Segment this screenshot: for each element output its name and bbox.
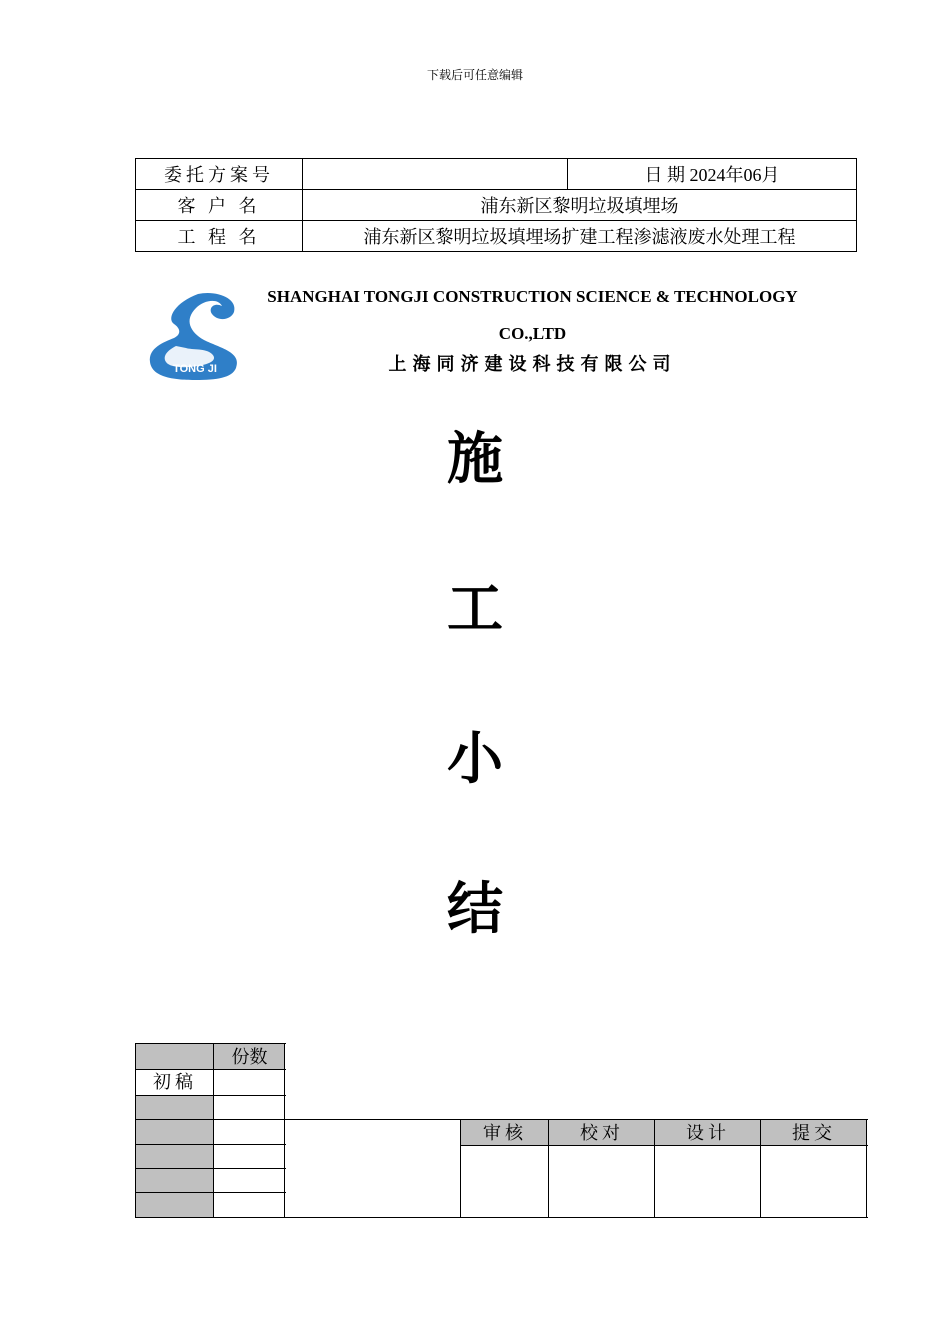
- info-label-client: 客 户 名: [136, 190, 303, 221]
- tongji-logo: [146, 288, 244, 380]
- info-value-project: 浦东新区黎明垃圾填埋场扩建工程渗滤液废水处理工程: [303, 221, 857, 252]
- info-value-scheme-no: [303, 159, 568, 190]
- company-name-cn: 上海同济建设科技有限公司: [388, 354, 677, 375]
- sign-col-review: 审核: [461, 1120, 549, 1146]
- title-char-3: 小: [447, 727, 503, 792]
- company-name-en-line1: SHANGHAI TONGJI CONSTRUCTION SCIENCE & TECHNOLOGY: [267, 287, 798, 306]
- gray-cell: [136, 1095, 214, 1120]
- info-date: 日 期 2024年06月: [568, 159, 857, 190]
- sign-col-submit: 提交: [761, 1120, 867, 1146]
- info-label-project: 工 程 名: [136, 221, 303, 252]
- info-table: [135, 158, 857, 252]
- gray-cell: [136, 1120, 214, 1145]
- info-label-scheme-no: 委托方案号: [136, 159, 303, 190]
- copies-header: 份数: [214, 1044, 285, 1070]
- sign-col-design: 设计: [655, 1120, 761, 1146]
- copies-corner-cell: [136, 1044, 214, 1070]
- info-value-client: 浦东新区黎明垃圾填埋场: [303, 190, 857, 221]
- gray-cell: [136, 1169, 214, 1193]
- title-char-4: 结: [447, 877, 503, 942]
- gray-cell: [136, 1145, 214, 1169]
- title-char-1: 施: [447, 427, 503, 492]
- logo-text: TONG JI: [173, 363, 217, 375]
- copies-row-label: 初稿: [153, 1072, 197, 1092]
- sign-col-check: 校对: [549, 1120, 655, 1146]
- company-name-en-line2: CO.,LTD: [498, 324, 567, 343]
- title-char-2: 工: [447, 577, 503, 642]
- watermark-text: 下载后可任意编辑: [426, 68, 523, 82]
- company-name-en: [240, 278, 825, 352]
- gray-cell: [136, 1193, 214, 1217]
